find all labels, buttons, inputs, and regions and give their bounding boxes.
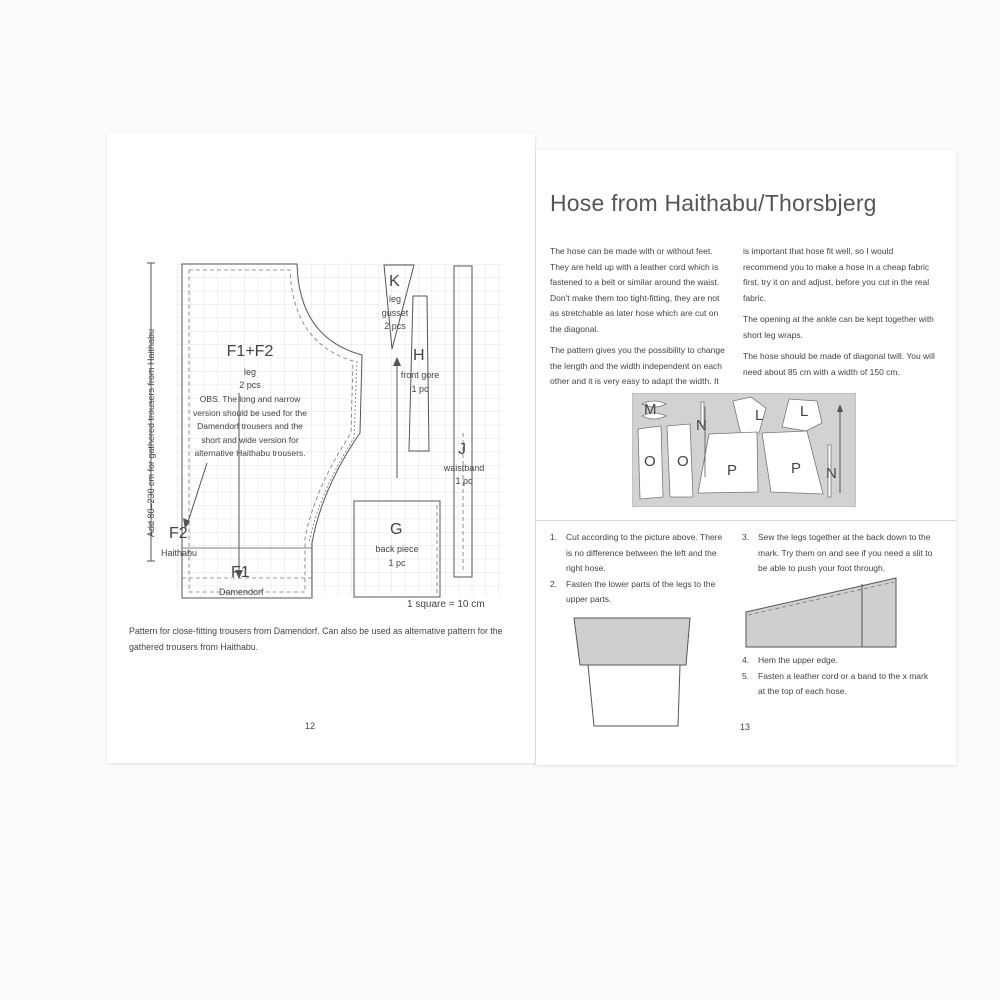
pattern-diagram (107, 133, 535, 763)
gusset-letter: K (389, 273, 400, 290)
front-gore-letter: H (413, 347, 425, 364)
hose-upper-part (574, 618, 690, 665)
layout-label-p2: P (791, 460, 802, 477)
intro-column-1 (550, 244, 728, 396)
step-text: Fasten a leather cord or a band to the x mark at the top of each hose. (758, 670, 929, 696)
layout-label-l2: L (800, 403, 809, 420)
step-text: Cut according to the picture above. There is no difference between the left and the right hose. (566, 532, 723, 573)
front-gore-name: front gore (400, 370, 440, 380)
obs-line: alternative Haithabu trousers. (194, 448, 306, 458)
step-item (550, 530, 730, 577)
haithabu-label: Haithabu (161, 548, 198, 558)
step-item (742, 669, 932, 700)
back-piece-letter: G (390, 521, 403, 538)
leg-piece-name: leg (243, 367, 256, 377)
waistband-name: waistband (443, 463, 485, 473)
scale-note: 1 square = 10 cm (407, 599, 485, 610)
page-number-left: 12 (305, 721, 316, 731)
caption-line: Pattern for close-fitting trousers from Damendorf. Can also be used as alternative pattern for the (129, 626, 503, 636)
step-text: Hem the upper edge. (758, 655, 838, 665)
layout-label-p1: P (727, 462, 738, 479)
steps-column-2-bottom (742, 653, 932, 700)
leg-piece-qty: 2 pcs (239, 380, 261, 390)
page-title: Hose from Haithabu/Thorsbjerg (550, 190, 877, 216)
obs-line: OBS. The long and narrow (199, 394, 301, 404)
paragraph: The pattern gives you the possibility to change the length and the width independent on each other and it is very easy to adapt the width. It (550, 345, 725, 386)
layout-label-m: M (644, 401, 657, 418)
obs-line: Damendorf trousers and the (197, 421, 303, 431)
right-page (536, 150, 956, 765)
step-item (742, 530, 938, 577)
gusset-name: leg (388, 294, 401, 304)
step-item (550, 577, 730, 608)
f2-label: F2 (169, 525, 188, 542)
hose-lower-part (588, 665, 680, 726)
gusset-qty: 2 pcs (384, 321, 406, 331)
paragraph: The opening at the ankle can be kept together with short leg wraps. (743, 314, 934, 340)
left-page (107, 133, 535, 763)
hose-illustration (566, 610, 706, 730)
page-number-right: 13 (740, 722, 751, 732)
leg-piece-title: F1+F2 (226, 343, 274, 360)
step-number: 4. (742, 655, 750, 665)
step-number: 3. (742, 532, 750, 542)
steps-column-2-top (742, 530, 938, 577)
back-piece-name: back piece (375, 544, 419, 554)
back-seam-piece (746, 578, 896, 647)
steps-column-1 (550, 530, 730, 608)
step-number: 2. (550, 578, 558, 589)
back-piece-qty: 1 pc (388, 558, 406, 568)
step-number: 1. (550, 532, 558, 542)
step-number: 5. (742, 670, 750, 681)
layout-label-l1: L (755, 407, 764, 424)
gusset-name-2: gusset (381, 308, 409, 318)
obs-note (185, 393, 315, 461)
step-item (742, 653, 932, 669)
layout-label-o2: O (677, 453, 689, 470)
waistband-letter: J (458, 441, 466, 458)
paragraph: The hose can be made with or without feet. They are held up with a leather cord which is fastened to a belt or similar around the waist. Don't make them too tight-fitting, they are not as stretchable as later hose which are cut on the diagonal. (550, 246, 720, 334)
f1-label: F1 (231, 564, 250, 581)
figure-caption (129, 623, 503, 655)
layout-label-n2: N (826, 465, 837, 482)
front-gore-qty: 1 pc (411, 384, 429, 394)
paragraph: is important that hose fit well, so I would recommend you to make a hose in a cheap fabric first, try it on and adjust, before you cut in the real fabric. (743, 246, 930, 303)
damendorf-label: Damendorf (219, 587, 264, 597)
layout-label-n: N (696, 417, 707, 434)
layout-label-o1: O (644, 453, 656, 470)
step-text: Sew the legs together at the back down to the mark. Try them on and see if you need a slit to be able to push your foot through. (758, 532, 933, 573)
section-divider (536, 520, 956, 521)
seam-illustration (744, 572, 914, 652)
side-note: Add 80–230 cm for gathered trousers from Haithabu (146, 328, 156, 538)
step-text: Fasten the lower parts of the legs to the upper parts. (566, 578, 716, 604)
intro-column-2 (743, 244, 935, 386)
waistband-qty: 1 pc (455, 476, 473, 486)
paragraph: The hose should be made of diagonal twill. You will need about 85 cm with a width of 150 cm. (743, 351, 935, 377)
obs-line: short and wide version for (201, 434, 299, 445)
caption-line: gathered trousers from Haithabu. (129, 642, 259, 652)
obs-line: version should be used for the (193, 407, 307, 418)
cutting-layout (632, 393, 856, 507)
